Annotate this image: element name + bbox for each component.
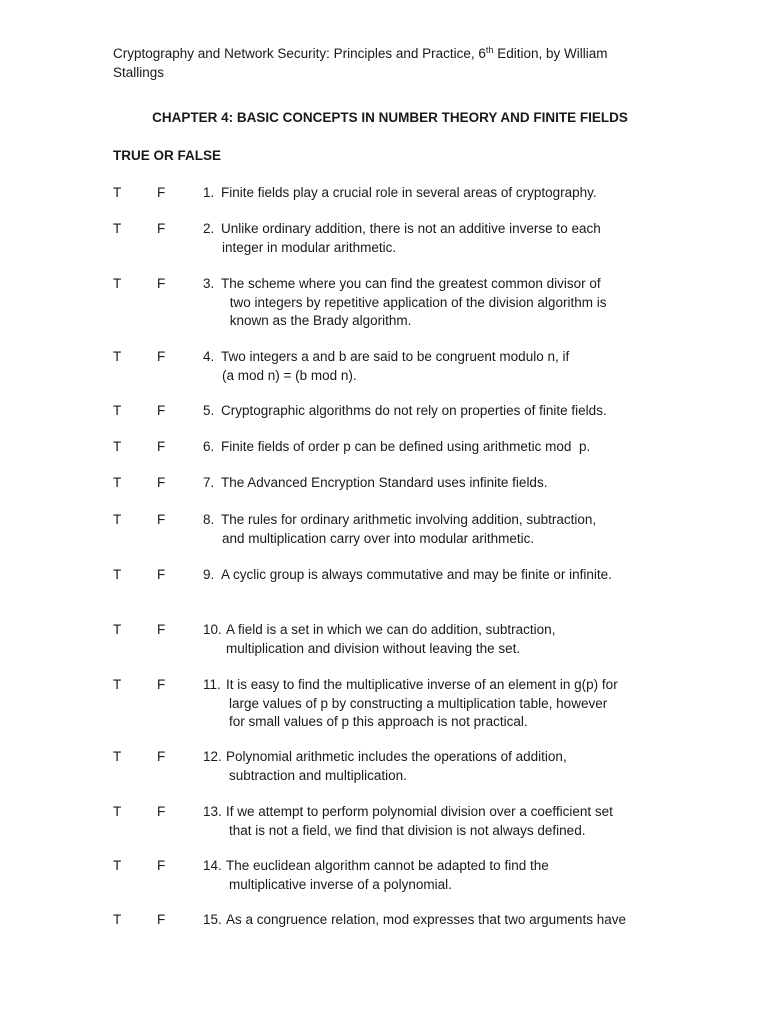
question-text-line: multiplication and division without leaving the set. [226,640,521,656]
true-option[interactable]: T [113,403,122,418]
question-text-line: two integers by repetitive application of the division algorithm is [226,294,607,310]
question-text-line: The scheme where you can find the greatest common divisor of [221,276,601,291]
true-option[interactable]: T [113,567,122,582]
question-number: 13. [203,804,222,819]
citation-author-line: Stallings [113,65,165,80]
true-option[interactable]: T [113,185,122,200]
false-option[interactable]: F [157,912,166,927]
question-text-line: A cyclic group is always commutative and may be finite or infinite. [221,567,612,582]
false-option[interactable]: F [157,349,166,364]
false-option[interactable]: F [157,276,166,291]
question-number: 10. [203,622,222,637]
question-text-line: Finite fields play a crucial role in several areas of cryptography. [221,185,597,200]
question-text-line: A field is a set in which we can do addition, subtraction, [226,622,556,637]
false-option[interactable]: F [157,804,166,819]
edition-superscript: th [485,45,494,55]
false-option[interactable]: F [157,475,166,490]
citation-text-end: Edition, by William [493,46,608,61]
question-text-line: Polynomial arithmetic includes the operations of addition, [226,749,567,764]
true-option[interactable]: T [113,677,122,692]
false-option[interactable]: F [157,185,166,200]
citation-text-start: Cryptography and Network Security: Principles and Practice, 6 [113,46,486,61]
true-option[interactable]: T [113,276,122,291]
false-option[interactable]: F [157,749,166,764]
question-text-line: Two integers a and b are said to be congruent modulo n, if [221,349,570,364]
question-text-line: known as the Brady algorithm. [226,313,412,328]
question-text-line: Unlike ordinary addition, there is not an additive inverse to each [221,221,601,236]
question-text-line: (a mod n) = (b mod n). [222,367,357,383]
question-number: 4. [203,349,215,364]
true-option[interactable]: T [113,912,122,927]
true-option[interactable]: T [113,749,122,764]
false-option[interactable]: F [157,567,166,582]
true-option[interactable]: T [113,858,122,873]
question-number: 3. [203,276,215,291]
false-option[interactable]: F [157,622,166,637]
question-number: 15. [203,912,222,927]
false-option[interactable]: F [157,858,166,873]
true-option[interactable]: T [113,349,122,364]
false-option[interactable]: F [157,439,166,454]
question-text-line: large values of p by constructing a multiplication table, however [229,695,608,711]
question-number: 11. [203,677,221,692]
question-text-line: Cryptographic algorithms do not rely on properties of finite fields. [221,403,607,418]
question-number: 9. [203,567,215,582]
question-number: 1. [203,185,215,200]
true-option[interactable]: T [113,804,122,819]
true-option[interactable]: T [113,475,122,490]
question-text-line: for small values of p this approach is not practical. [229,714,528,729]
question-number: 6. [203,439,215,454]
chapter-title: CHAPTER 4: BASIC CONCEPTS IN NUMBER THEORY AND FINITE FIELDS [152,110,628,125]
question-text-line: The euclidean algorithm cannot be adapted to find the [226,858,549,873]
true-option[interactable]: T [113,439,122,454]
true-option[interactable]: T [113,221,122,236]
question-text-line: Finite fields of order p can be defined using arithmetic mod p. [221,439,591,454]
false-option[interactable]: F [157,512,166,527]
question-number: 12. [203,749,222,764]
question-number: 7. [203,475,215,490]
question-text-line: If we attempt to perform polynomial division over a coefficient set [226,804,613,819]
question-number: 5. [203,403,215,418]
question-text-line: subtraction and multiplication. [229,767,407,783]
question-text-line: that is not a field, we find that division is not always defined. [229,822,586,838]
false-option[interactable]: F [157,677,166,692]
true-option[interactable]: T [113,512,122,527]
question-text-line: integer in modular arithmetic. [222,239,397,255]
book-citation-header [113,44,653,82]
false-option[interactable]: F [157,221,166,236]
false-option[interactable]: F [157,403,166,418]
question-text-line: multiplicative inverse of a polynomial. [229,876,452,892]
question-number: 2. [203,221,215,236]
question-number: 8. [203,512,215,527]
question-text-line: As a congruence relation, mod expresses that two arguments have [226,912,626,927]
question-number: 14. [203,858,222,873]
question-text-line: The Advanced Encryption Standard uses infinite fields. [221,475,548,490]
question-text-line: It is easy to find the multiplicative inverse of an element in g(p) for [226,677,618,692]
true-option[interactable]: T [113,622,122,637]
question-text-line: The rules for ordinary arithmetic involving addition, subtraction, [221,512,597,527]
question-text-line: and multiplication carry over into modular arithmetic. [222,530,535,546]
section-title: TRUE OR FALSE [113,148,222,163]
